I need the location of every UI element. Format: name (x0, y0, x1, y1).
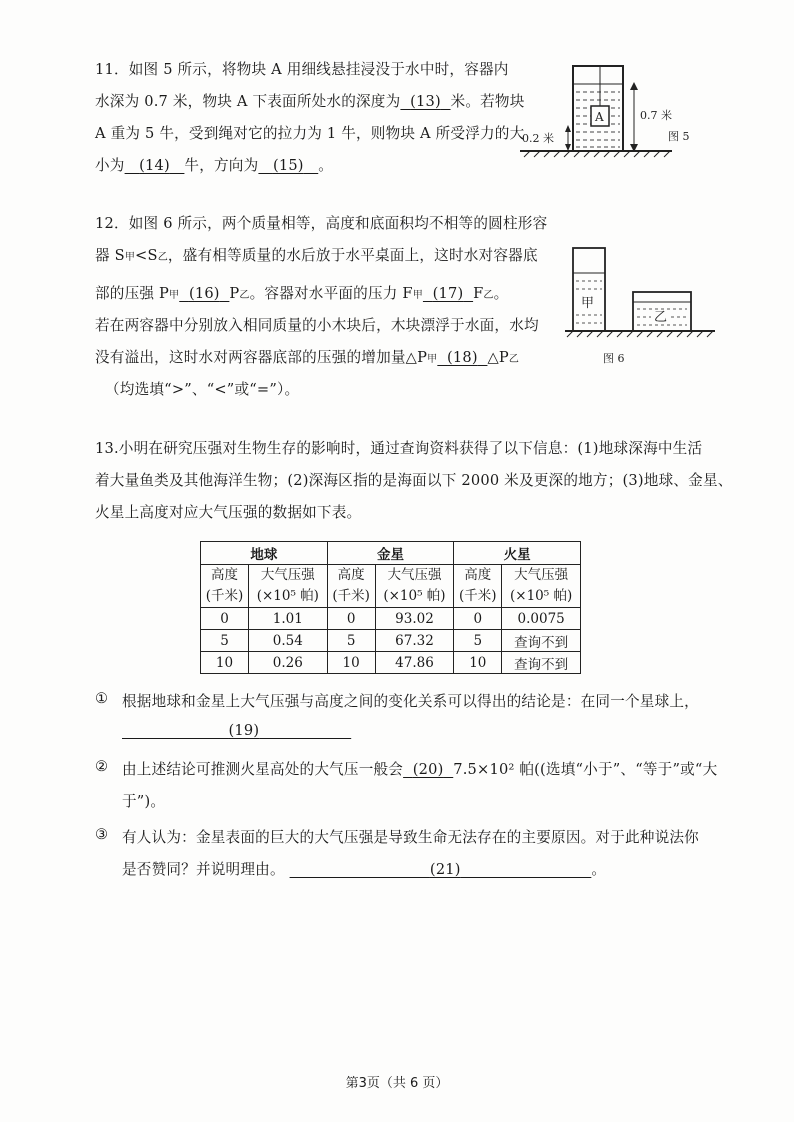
col-height: 高度 (千米) (201, 565, 249, 608)
figure-5-caption: 图 5 (668, 130, 690, 143)
subq-2-text: 由上述结论可推测火星高处的大气压一般会 (20) 7.5×10² 帕((选填“小于”、“等于”或“大 (122, 761, 718, 778)
table-cell: 10 (327, 652, 375, 674)
table-cell: 5 (201, 630, 249, 652)
subq-1-text: 根据地球和金星上大气压强与高度之间的变化关系可以得出的结论是：在同一个星球上， (122, 693, 699, 710)
table-cell: 0 (454, 608, 502, 630)
pressure-table (200, 541, 581, 674)
table-cell: 0.54 (248, 630, 327, 652)
col-pressure: 大气压强 (×10⁵ 帕) (375, 565, 454, 608)
table-cell: 0.0075 (502, 608, 581, 630)
subq-3-text: 有人认为：金星表面的巨大的大气压强是导致生命无法存在的主要原因。对于此种说法你 (122, 829, 699, 846)
planet-earth: 地球 (201, 542, 328, 565)
planet-mars: 火星 (454, 542, 581, 565)
figure-6-caption: 图 6 (603, 352, 625, 365)
table-cell: 47.86 (375, 652, 454, 674)
table-cell: 0.26 (248, 652, 327, 674)
subq-2-number: ② (95, 758, 109, 775)
table-row (201, 630, 581, 652)
q13-line-3: 火星上高度对应大气压强的数据如下表。 (95, 504, 362, 521)
q13-line-1: 13.小明在研究压强对生物生存的影响时，通过查询资料获得了以下信息：(1)地球深海中生活 (95, 440, 703, 457)
table-cell: 10 (454, 652, 502, 674)
table-cell: 67.32 (375, 630, 454, 652)
q13-line-2: 着大量鱼类及其他海洋生物；(2)深海区指的是海面以下 2000 米及更深的地方；(3)地球、金星、 (95, 472, 733, 489)
subq-2-text-cont: 于”)。 (122, 793, 166, 810)
blank-20[interactable]: (20) (412, 761, 444, 778)
table-cell: 1.01 (248, 608, 327, 630)
q12-line-3: 部的压强 P甲 (16) P乙。容器对水平面的压力 F甲 (17) F乙。 (95, 285, 509, 302)
table-cell: 0 (201, 608, 249, 630)
table-row (201, 608, 581, 630)
figure-5 (520, 62, 700, 162)
q11-line-1: 11．如图 5 所示，将物块 A 用细线悬挂浸没于水中时，容器内 (95, 61, 509, 78)
planet-venus: 金星 (327, 542, 454, 565)
blank-15[interactable]: (15) (272, 157, 304, 174)
col-pressure: 大气压强 (×10⁵ 帕) (502, 565, 581, 608)
table-cell: 5 (327, 630, 375, 652)
col-height: 高度 (千米) (327, 565, 375, 608)
q12-line-5: 没有溢出，这时水对两容器底部的压强的增加量△P甲 (18) △P乙 (95, 349, 520, 366)
table-header-columns (201, 565, 581, 608)
bottom-label: 0.2 米 (522, 132, 554, 145)
blank-21[interactable]: (21) (429, 861, 461, 878)
blank-14[interactable]: (14) (139, 157, 170, 174)
container-yi-label: 乙 (654, 310, 668, 325)
depth-label: 0.7 米 (640, 109, 672, 122)
table-cell: 5 (454, 630, 502, 652)
container-jia-label: 甲 (581, 296, 595, 311)
page-footer: 第3页（共 6 页） (345, 1076, 449, 1091)
col-height: 高度 (千米) (454, 565, 502, 608)
blank-13[interactable]: (13) (410, 93, 441, 110)
table-cell: 93.02 (375, 608, 454, 630)
q12-line-1: 12．如图 6 所示，两个质量相等，高度和底面积均不相等的圆柱形容 (95, 215, 548, 232)
blank-18[interactable]: (18) (447, 349, 478, 366)
table-header-planets (201, 542, 581, 565)
q12-line-6: （均选填“>”、“<”或“=”）。 (105, 381, 300, 398)
blank-19[interactable]: (19) (228, 722, 260, 739)
subq-3-number: ③ (95, 826, 109, 843)
table-cell: 0 (327, 608, 375, 630)
table-cell: 查询不到 (502, 652, 581, 674)
subq-1-answer-line (122, 722, 351, 739)
figure-6 (555, 245, 725, 370)
q12-line-2: 器 S甲<S乙，盛有相等质量的水后放于水平桌面上，这时水对容器底 (95, 247, 538, 264)
block-a-label: A (595, 110, 604, 124)
q11-line-4: 小为 (14) 牛，方向为 (15) 。 (95, 157, 334, 174)
table-cell: 查询不到 (502, 630, 581, 652)
subq-3-text-cont: 是否赞同？并说明理由。 (21) 。 (122, 861, 607, 878)
q11-line-3: A 重为 5 牛，受到绳对它的拉力为 1 牛，则物块 A 所受浮力的大 (95, 125, 525, 142)
table-cell: 10 (201, 652, 249, 674)
q12-line-4: 若在两容器中分别放入相同质量的小木块后，木块漂浮于水面，水均 (95, 317, 539, 334)
subq-1-number: ① (95, 690, 109, 707)
q11-line-2: 水深为 0.7 米，物块 A 下表面所处水的深度为 (13) 米。若物块 (95, 93, 525, 110)
blank-16[interactable]: (16) (188, 285, 220, 302)
blank-17[interactable]: (17) (432, 285, 464, 302)
table-row (201, 652, 581, 674)
col-pressure: 大气压强 (×10⁵ 帕) (248, 565, 327, 608)
